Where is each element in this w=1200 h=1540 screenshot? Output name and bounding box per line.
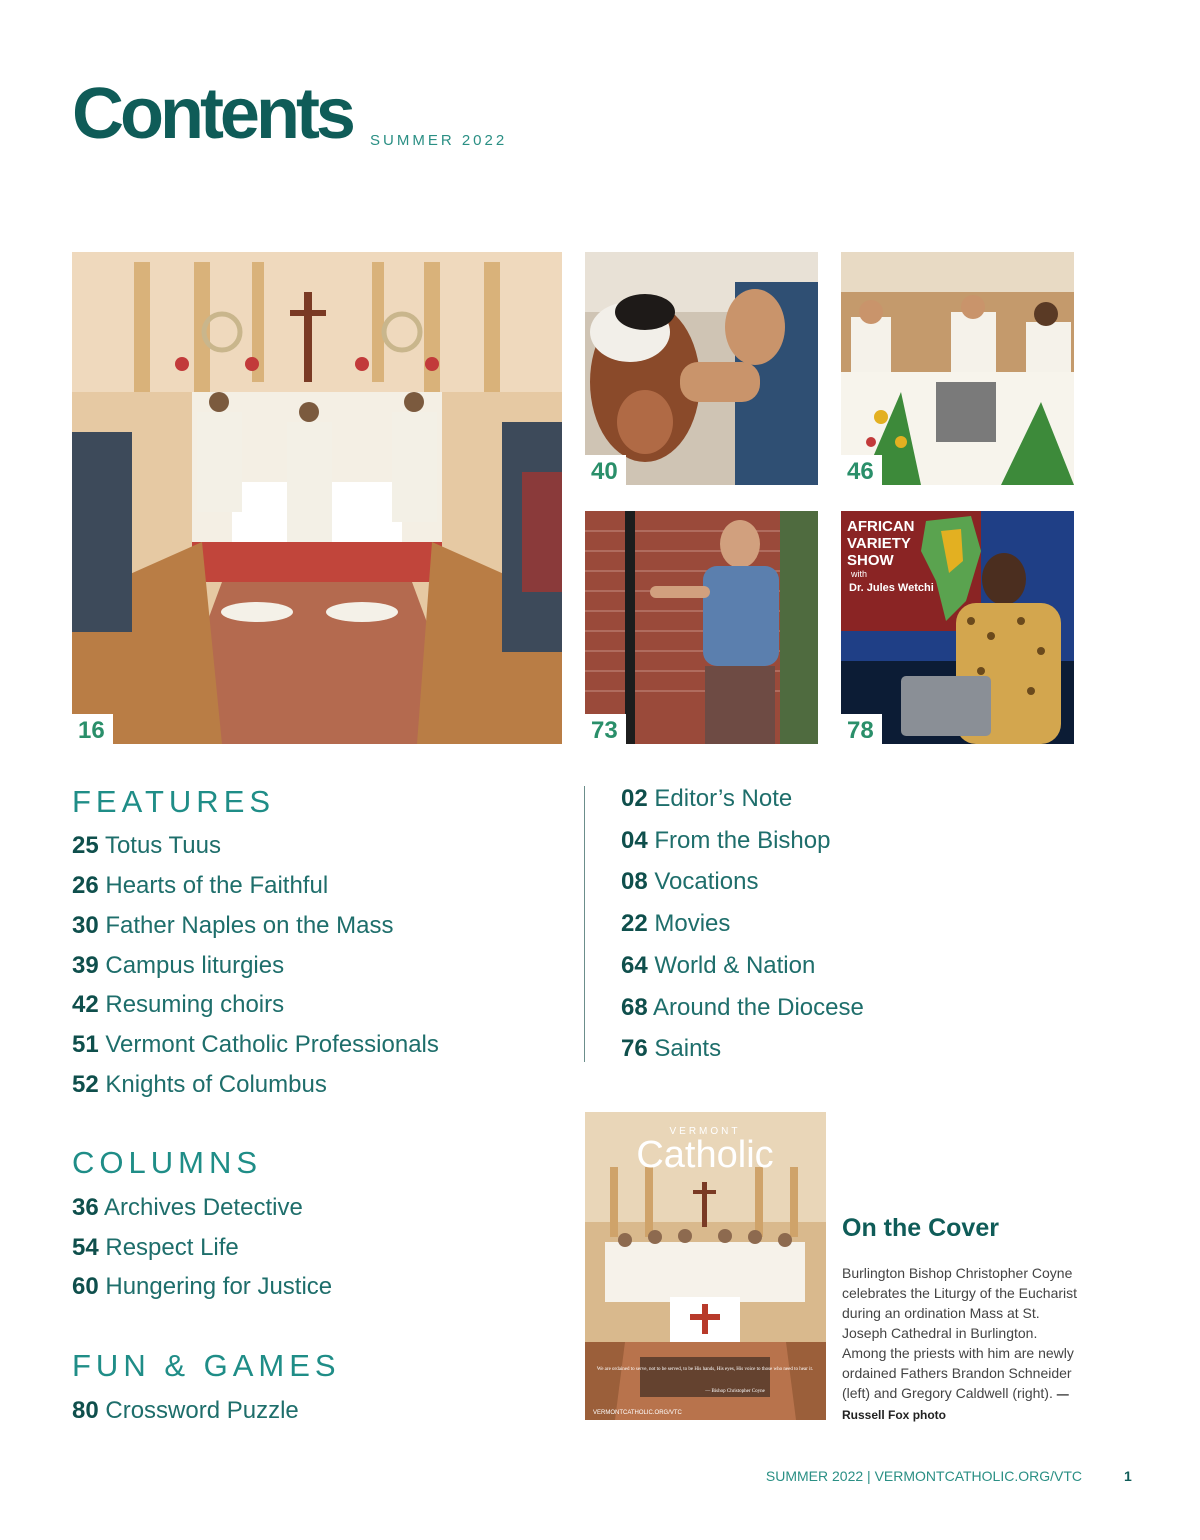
columns-item[interactable] (72, 1273, 332, 1301)
page-number-badge: 46 (841, 455, 882, 485)
show-sign-line: with (851, 569, 868, 579)
item-title: Respect Life (105, 1234, 239, 1261)
item-title: Hungering for Justice (105, 1273, 333, 1300)
photo-credit: — Russell Fox photo (842, 1387, 1069, 1422)
show-sign-line: SHOW (847, 552, 894, 569)
footer-text: SUMMER 2022 | VERMONTCATHOLIC.ORG/VTC (765, 1468, 1082, 1484)
features-item[interactable] (72, 832, 221, 860)
cover-heading: On the Cover (842, 1214, 999, 1242)
item-page-number: 54 (72, 1234, 99, 1261)
features-heading: FEATURES (72, 784, 276, 819)
item-title: From the Bishop (654, 827, 831, 854)
page-number-badge: 16 (72, 714, 113, 744)
item-page-number: 30 (72, 912, 99, 939)
department-item[interactable] (621, 1035, 721, 1063)
cover-quote: We are ordained to serve, not to be served, to be His hands, His eyes, His voice to those who need to hear it. (596, 1367, 814, 1372)
item-page-number: 36 (72, 1194, 99, 1221)
item-title: Hearts of the Faithful (105, 872, 329, 899)
item-page-number: 60 (72, 1273, 99, 1300)
columns-heading: COLUMNS (72, 1145, 263, 1180)
item-page-number: 80 (72, 1397, 99, 1424)
issue-label: SUMMER 2022 (370, 132, 508, 149)
photo-altar-celebration[interactable] (841, 252, 1074, 485)
item-title: Knights of Columbus (105, 1071, 327, 1098)
item-title: World & Nation (654, 952, 816, 979)
features-item[interactable] (72, 991, 284, 1019)
magazine-cover-photo-icon (585, 1112, 826, 1420)
fun-games-heading: FUN & GAMES (72, 1348, 341, 1383)
item-page-number: 08 (621, 868, 648, 895)
cover-url: VERMONTCATHOLIC.ORG/VTC (593, 1410, 682, 1416)
item-page-number: 22 (621, 910, 648, 937)
african-variety-show-photo-icon (841, 511, 1074, 744)
department-item[interactable] (621, 785, 792, 813)
department-item[interactable] (621, 868, 758, 896)
columns-item[interactable] (72, 1234, 239, 1262)
item-page-number: 02 (621, 785, 648, 812)
features-item[interactable] (72, 1031, 439, 1059)
item-title: Around the Diocese (653, 994, 864, 1021)
cover-masthead-top: VERMONT (669, 1126, 741, 1137)
item-page-number: 51 (72, 1031, 99, 1058)
man-at-brick-wall-photo-icon (585, 511, 818, 744)
item-title: Saints (654, 1035, 722, 1062)
item-title: Campus liturgies (105, 952, 285, 979)
department-item[interactable] (621, 910, 730, 938)
features-item[interactable] (72, 912, 394, 940)
item-title: Vermont Catholic Professionals (105, 1031, 439, 1058)
item-title: Movies (654, 910, 731, 937)
item-page-number: 26 (72, 872, 99, 899)
show-sign-line: Dr. Jules Wetchi (849, 582, 934, 594)
cover-masthead: Catholic (636, 1134, 774, 1176)
ordination-mass-photo-icon (72, 252, 562, 744)
item-page-number: 76 (621, 1035, 648, 1062)
item-page-number: 68 (621, 994, 648, 1021)
item-page-number: 52 (72, 1071, 99, 1098)
show-sign-line: AFRICAN (847, 518, 915, 535)
department-item[interactable] (621, 827, 830, 855)
page-number-badge: 73 (585, 714, 626, 744)
page-number: 1 (1124, 1468, 1132, 1484)
item-title: Totus Tuus (104, 832, 221, 859)
item-title: Father Naples on the Mass (105, 912, 394, 939)
cover-image[interactable] (585, 1112, 826, 1420)
photo-man-brick-wall[interactable] (585, 511, 818, 744)
features-item[interactable] (72, 952, 284, 980)
cover-quote-author: — Bishop Christopher Coyne (705, 1389, 765, 1394)
item-page-number: 39 (72, 952, 99, 979)
page-title: Contents (72, 74, 352, 154)
cover-description (842, 1263, 1082, 1425)
item-title: Crossword Puzzle (105, 1397, 299, 1424)
features-item[interactable] (72, 872, 328, 900)
show-sign-line: VARIETY (847, 535, 911, 552)
photo-ordination-mass[interactable] (72, 252, 562, 744)
item-title: Editor’s Note (654, 785, 793, 812)
item-page-number: 25 (72, 832, 99, 859)
department-item[interactable] (621, 952, 815, 980)
item-title: Archives Detective (104, 1194, 303, 1221)
altar-celebration-photo-icon (841, 252, 1074, 485)
item-title: Vocations (654, 868, 759, 895)
item-page-number: 64 (621, 952, 648, 979)
department-item[interactable] (621, 994, 864, 1022)
features-item[interactable] (72, 1071, 327, 1099)
cover-caption: Burlington Bishop Christopher Coyne celebrates the Liturgy of the Eucharist during an ordination Mass at St. Joseph Cathedral in Burlington. Among the priests with him are newly ordained Fathers Brandon Schneider (left) and Gregory Caldwell (right). (842, 1265, 1078, 1401)
photo-african-variety-show[interactable] (841, 511, 1074, 744)
page-number-badge: 40 (585, 455, 626, 485)
fun-games-item[interactable] (72, 1397, 299, 1425)
item-page-number: 04 (621, 827, 648, 854)
column-divider (584, 786, 585, 1062)
calf-photo-icon (585, 252, 818, 485)
page-number-badge: 78 (841, 714, 882, 744)
item-title: Resuming choirs (105, 991, 285, 1018)
columns-item[interactable] (72, 1194, 303, 1222)
item-page-number: 42 (72, 991, 99, 1018)
photo-calf[interactable] (585, 252, 818, 485)
